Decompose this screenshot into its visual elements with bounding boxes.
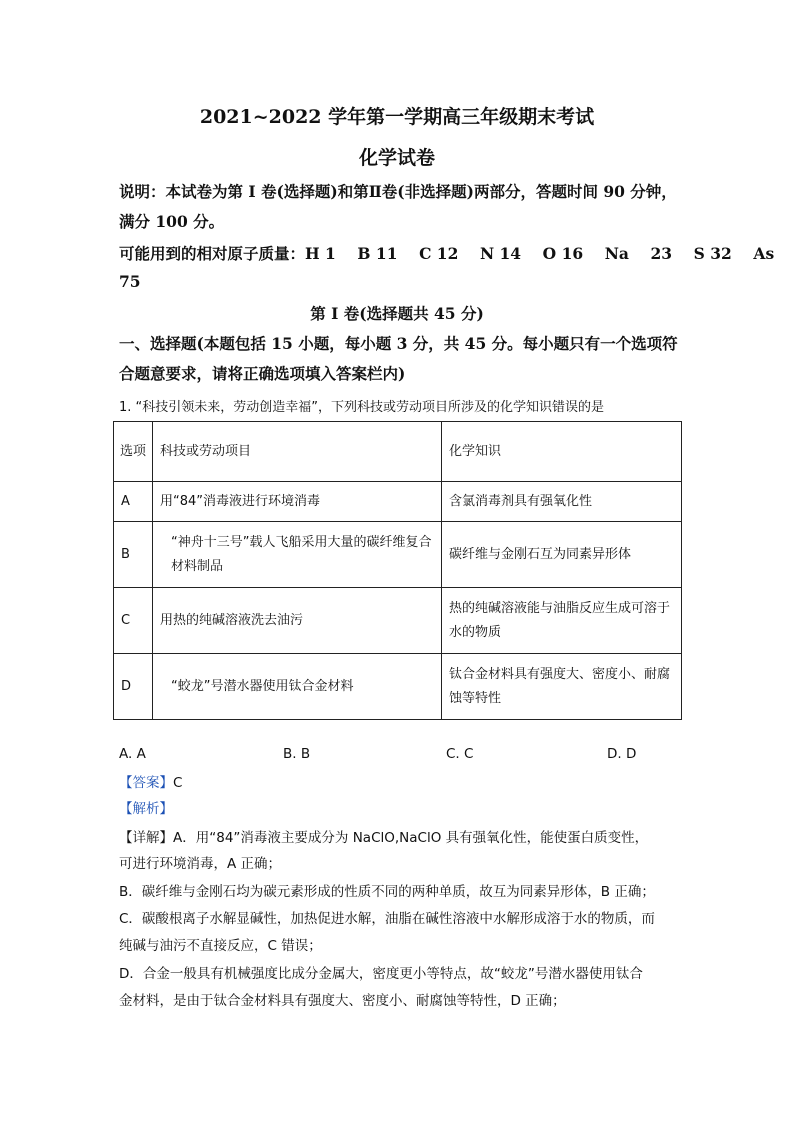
table-row — [114, 588, 682, 654]
choice-a[interactable]: A. A — [119, 746, 146, 762]
exam-title: 2021~2022 学年第一学期高三年级期末考试 — [199, 106, 595, 128]
detail-text: A．用“84”消毒液主要成分为 NaClO,NaClO 具有强氧化性，能使蛋白质变性， — [173, 830, 649, 846]
table-row — [114, 482, 682, 522]
analysis-tag: 【解析】 — [119, 801, 173, 817]
choice-c[interactable]: C. C — [446, 746, 474, 762]
row-item: 用热的纯碱溶液洗去油污 — [153, 588, 442, 654]
answer-tag: 【答案】 — [119, 775, 173, 791]
part-instructions-line-2: 合题意要求，请将正确选项填入答案栏内) — [119, 364, 406, 383]
row-option: C — [114, 588, 153, 654]
detail-line-2: 可进行环境消毒，A 正确； — [119, 856, 282, 872]
detail-tag: 【详解】 — [119, 830, 173, 846]
row-option: A — [114, 482, 153, 522]
detail-line-1 — [119, 826, 648, 846]
detail-line-3: B．碳纤维与金刚石均为碳元素形成的性质不同的两种单质，故互为同素异形体，B 正确； — [119, 884, 655, 900]
table-row — [114, 522, 682, 588]
table-header-item: 科技或劳动项目 — [153, 422, 442, 482]
table-row — [114, 654, 682, 720]
detail-line-4: C．碳酸根离子水解显碱性，加热促进水解，油脂在碱性溶液中水解形成溶于水的物质，而 — [119, 911, 655, 927]
answer-value: C — [173, 775, 183, 791]
atomic-mass-line-1: 可能用到的相对原子质量：H 1 B 11 C 12 N 14 O 16 Na 23 S 32 As — [119, 244, 775, 263]
choice-d[interactable]: D. D — [607, 746, 637, 762]
exam-subtitle: 化学试卷 — [358, 147, 435, 169]
row-knowledge: 钛合金材料具有强度大、密度小、耐腐蚀等特性 — [442, 654, 682, 720]
part-instructions-line-1: 一、选择题(本题包括 15 小题，每小题 3 分，共 45 分。每小题只有一个选项符 — [119, 334, 678, 353]
row-option: B — [114, 522, 153, 588]
row-knowledge: 热的纯碱溶液能与油脂反应生成可溶于水的物质 — [442, 588, 682, 654]
row-knowledge: 碳纤维与金刚石互为同素异形体 — [442, 522, 682, 588]
table-header-option: 选项 — [114, 422, 153, 482]
answer-line — [119, 771, 182, 791]
atomic-mass-line-2: 75 — [119, 272, 141, 291]
detail-line-7: 金材料，是由于钛合金材料具有强度大、密度小、耐腐蚀等特性，D 正确； — [119, 993, 566, 1009]
options-table — [113, 421, 682, 720]
choice-b[interactable]: B. B — [283, 746, 311, 762]
detail-line-5: 纯碱与油污不直接反应，C 错误； — [119, 938, 322, 954]
instructions-line-1: 说明：本试卷为第 I 卷(选择题)和第Ⅱ卷(非选择题)两部分，答题时间 90 分钟， — [119, 182, 677, 201]
question-stem: 1. “科技引领未来，劳动创造幸福”，下列科技或劳动项目所涉及的化学知识错误的是 — [119, 400, 605, 415]
row-option: D — [114, 654, 153, 720]
detail-line-6: D．合金一般具有机械强度比成分金属大，密度更小等特点，故“蛟龙”号潜水器使用钛合 — [119, 966, 643, 982]
instructions-line-2: 满分 100 分。 — [119, 212, 225, 231]
row-item: “蛟龙”号潜水器使用钛合金材料 — [153, 654, 442, 720]
row-item: “神舟十三号”载人飞船采用大量的碳纤维复合材料制品 — [153, 522, 442, 588]
row-item: 用“84”消毒液进行环境消毒 — [153, 482, 442, 522]
section-heading: 第 I 卷(选择题共 45 分) — [310, 304, 484, 323]
table-header-knowledge: 化学知识 — [442, 422, 682, 482]
table-header-row — [114, 422, 682, 482]
row-knowledge: 含氯消毒剂具有强氧化性 — [442, 482, 682, 522]
